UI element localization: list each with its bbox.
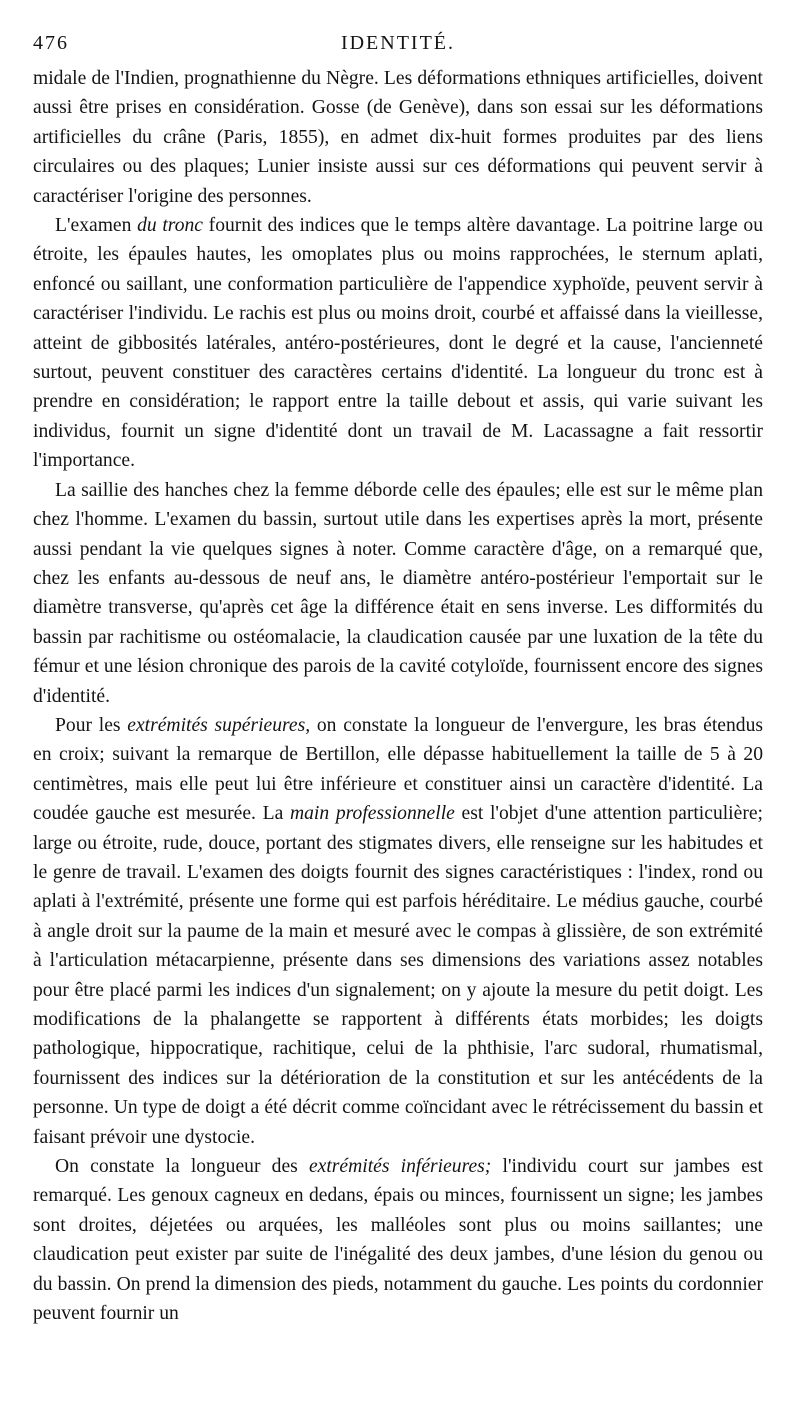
paragraph-text: fournit des indices que le temps altère davantage. La poitrine large ou étroite, les épaules hautes, les omoplates plus ou moins rapprochées, le sternum aplati, enfoncé ou saillant, une conformation particulière de l'appendice xyphoïde, peuvent servir à caractériser l'individu. Le rachis est plus ou moins droit, courbé et affaissé dans la vieillesse, atteint de gibbosités latérales, antéro-postérieures, dont le degré et la cause, l'ancienneté surtout, peuvent constituer des caractères certains d'identité. La longueur du tronc est à prendre en considération; le rapport entre la taille debout et assis, qui varie suivant les individus, fournit un signe d'identité dont un travail de M. Lacassagne a fait ressortir l'importance. [33, 215, 764, 472]
paragraph-extremites-superieures [33, 711, 763, 1152]
emphasis-main-professionnelle: main professionnelle [289, 803, 455, 825]
paragraph-text: l'individu court sur jambes est remarqué. Les genoux cagneux en dedans, épais ou minces, fournissent un signe; les jambes sont droites, déjetées ou arquées, les malléoles sont plus ou moins saillantes; une claudication peut exister par suite de l'inégalité des deux jambes, d'une lésion du genou ou du bassin. On prend la dimension des pieds, notamment du gauche. Les points du cordonnier peuvent fournir un [33, 1156, 763, 1325]
emphasis-extremites-superieures: extrémités supérieures, [127, 714, 311, 736]
paragraph-text: Pour les [55, 714, 128, 736]
running-header [33, 30, 763, 58]
running-title: IDENTITÉ. [340, 32, 456, 54]
paragraph-text: On constate la longueur des [55, 1156, 309, 1178]
paragraph-hanches-bassin [33, 476, 763, 711]
emphasis-tronc: du tronc [137, 215, 203, 237]
paragraph-text: on constate la longueur de l'envergure, les bras étendus en croix; suivant la remarque de Bertillon, elle dépasse habituellement la taille de 5 à 20 centimètres, mais elle peut lui être inférieure et constituer ainsi un caractère d'identité. La coudée gauche est mesurée. La [33, 714, 763, 825]
paragraph-cephalic-deformations [33, 64, 763, 211]
paragraph-tronc [33, 211, 763, 476]
paragraph-text: La saillie des hanches chez la femme déborde celle des épaules; elle est sur le même plan chez l'homme. L'examen du bassin, surtout utile dans les expertises après la mort, présente aussi pendant la vie quelques signes à noter. Comme caractère d'âge, on a remarqué que, chez les enfants au-dessous de neuf ans, le diamètre antéro-postérieur l'emportait sur le diamètre transverse, qu'après cet âge la différence était en sens inverse. Les difformités du bassin par rachitisme ou ostéomalacie, la claudication causée par une luxation de la tête du fémur et une lésion chronique des parois de la cavité cotyloïde, fournissent encore des signes d'identité. [33, 479, 763, 707]
paragraph-extremites-inferieures [33, 1152, 763, 1328]
body-text [33, 64, 763, 1328]
page-number: 476 [33, 32, 69, 54]
paragraph-text: midale de l'Indien, prognathienne du Nègre. Les déformations ethniques artificielles, doivent aussi être prises en considération. Gosse (de Genève), dans son essai sur les déformations artificielles du crâne (Paris, 1855), en admet dix-huit formes produites par des liens circulaires ou des plaques; Lunier insiste aussi sur ces déformations qui peuvent servir à caractériser l'origine des personnes. [33, 68, 763, 207]
emphasis-extremites-inferieures: extrémités inférieures; [308, 1156, 492, 1178]
paragraph-text: est l'objet d'une attention particulière; large ou étroite, rude, douce, portant des stigmates divers, elle renseigne sur les habitudes et le genre de travail. L'examen des doigts fournit des signes caractéristiques : l'index, rond ou aplati à l'extrémité, présente une forme qui est parfois héréditaire. Le médius gauche, courbé à angle droit sur la paume de la main et mesuré avec le compas à glissière, de son extrémité à l'articulation métacarpienne, présente dans ses dimensions des variations assez notables pour être placé parmi les indices d'un signalement; on y ajoute la mesure du petit doigt. Les modifications de la phalangette se rapportent à différents états morbides; les doigts pathologique, hippocratique, rachitique, celui de la phthisie, l'arc sudoral, rhumatismal, fournissent des indices sur la détérioration de la constitution et sur les antécédents de la personne. Un type de doigt a été décrit comme coïncidant avec le rétrécissement du bassin et faisant prévoir une dystocie. [33, 803, 763, 1148]
paragraph-text: L'examen [55, 215, 138, 237]
